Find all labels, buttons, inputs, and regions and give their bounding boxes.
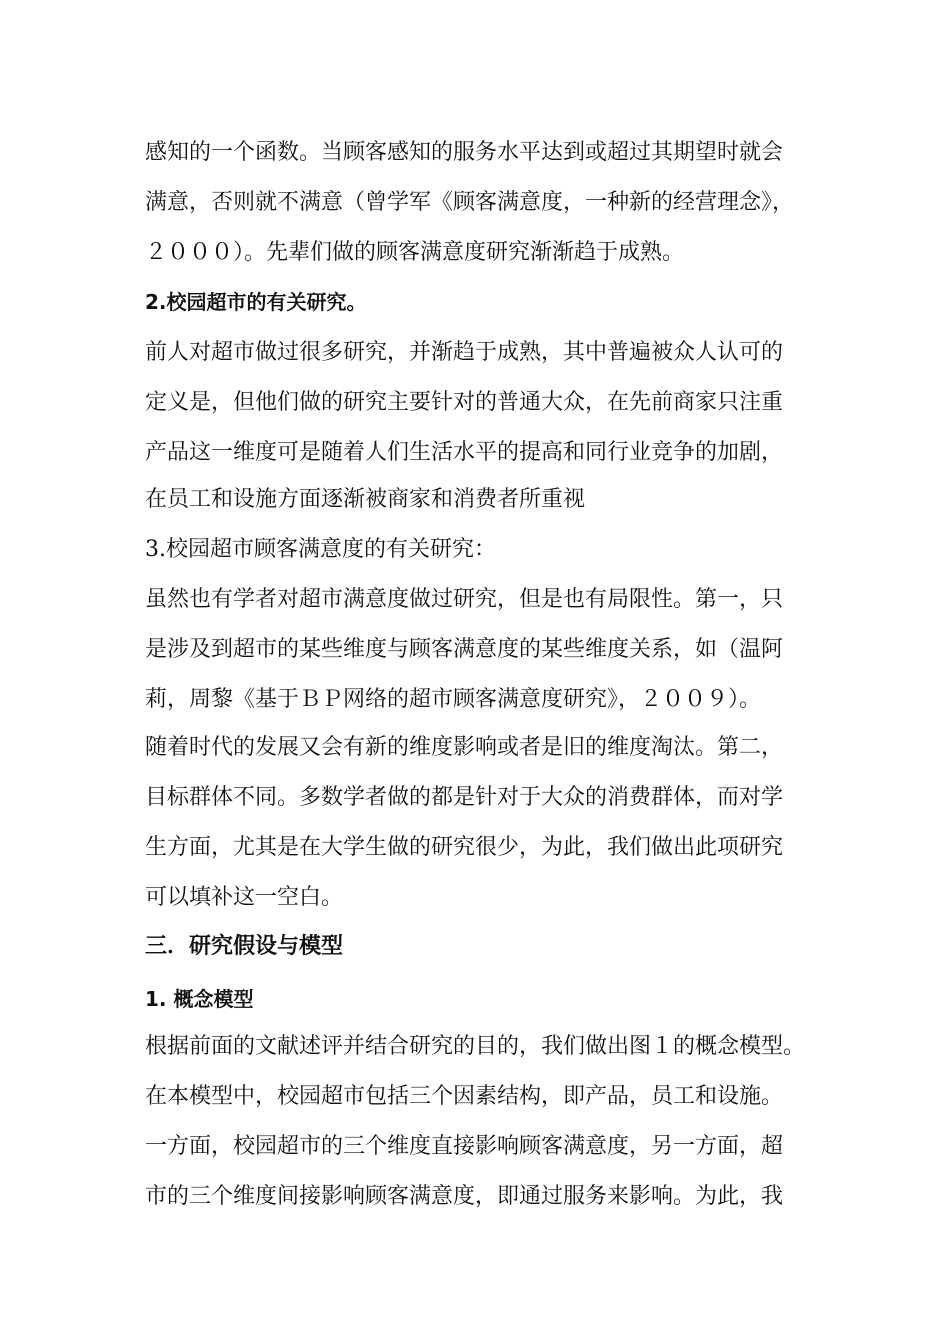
section-heading-campus-supermarket: 2.校园超市的有关研究。 <box>145 290 367 314</box>
body-text-line: 可以填补这一空白。 <box>145 885 344 910</box>
body-text-line: 是涉及到超市的某些维度与顾客满意度的某些维度关系，如（温阿 <box>145 637 784 662</box>
body-text-line: 在本模型中，校园超市包括三个因素结构，即产品，员工和设施。 <box>145 1084 784 1109</box>
section-heading-concept-model: 1. 概念模型 <box>145 987 254 1011</box>
body-text-line: 一方面，校园超市的三个维度直接影响顾客满意度，另一方面，超 <box>145 1134 784 1159</box>
body-text-line: 生方面，尤其是在大学生做的研究很少，为此，我们做出此项研究 <box>145 835 784 860</box>
section-heading-satisfaction: 3.校园超市顾客满意度的有关研究： <box>145 537 496 562</box>
body-text-line: 市的三个维度间接影响顾客满意度，即通过服务来影响。为此，我 <box>145 1184 784 1209</box>
body-text-line: 在员工和设施方面逐渐被商家和消费者所重视 <box>145 487 586 512</box>
body-text-line: 虽然也有学者对超市满意度做过研究，但是也有局限性。第一，只 <box>145 587 784 612</box>
body-text-line: 根据前面的文献述评并结合研究的目的，我们做出图１的概念模型。 <box>145 1034 806 1059</box>
body-text-line: 满意，否则就不满意（曾学军《顾客满意度，一种新的经营理念》， <box>145 190 795 215</box>
body-text-line: 随着时代的发展又会有新的维度影响或者是旧的维度淘汰。第二， <box>145 735 784 760</box>
body-text-line: 产品这一维度可是随着人们生活水平的提高和同行业竞争的加剧， <box>145 440 784 465</box>
body-text-line: 定义是，但他们做的研究主要针对的普通大众，在先前商家只注重 <box>145 390 784 415</box>
chapter-heading-hypotheses: 三．研究假设与模型 <box>145 934 344 959</box>
body-text-line: ２０００）。先辈们做的顾客满意度研究渐渐趋于成熟。 <box>145 240 685 265</box>
body-text-line: 目标群体不同。多数学者做的都是针对于大众的消费群体，而对学 <box>145 785 784 810</box>
body-text-line: 莉，周黎《基于ＢＰ网络的超市顾客满意度研究》，２００９）。 <box>145 687 762 712</box>
body-text-line: 前人对超市做过很多研究，并渐趋于成熟，其中普遍被众人认可的 <box>145 340 784 365</box>
body-text-line: 感知的一个函数。当顾客感知的服务水平达到或超过其期望时就会 <box>145 140 784 165</box>
